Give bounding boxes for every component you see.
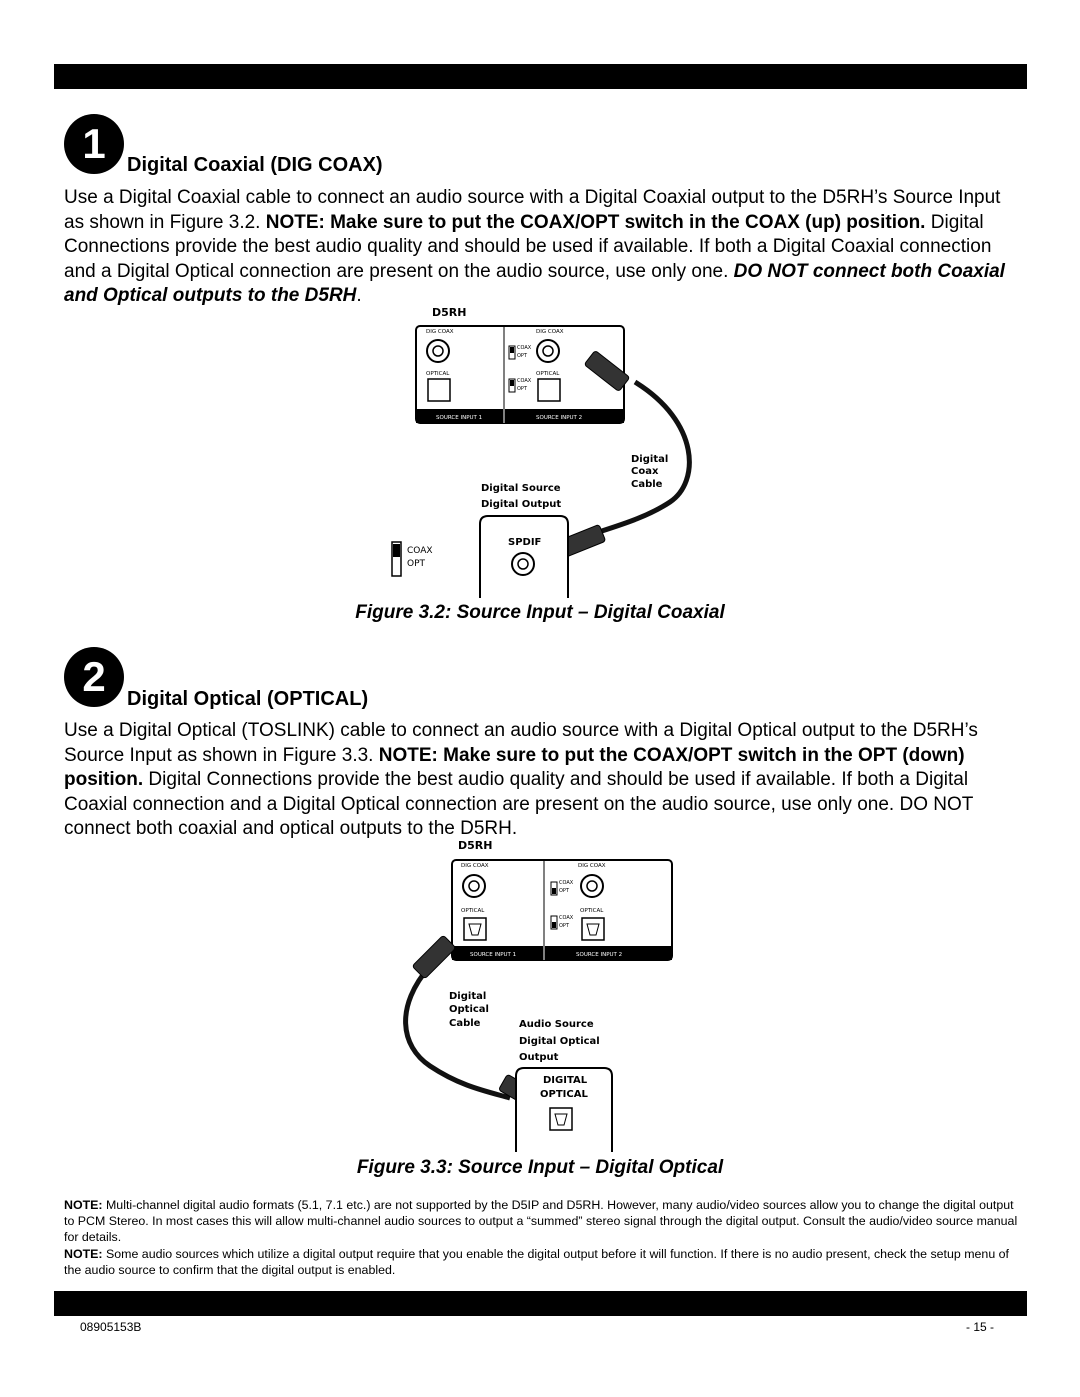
cable-label: Coax [631, 466, 659, 477]
source-label: Digital Optical [519, 1036, 600, 1047]
paragraph-note: NOTE: Make sure to put the COAX/OPT switch in the COAX (up) position. [265, 211, 926, 233]
switch-label: OPT [517, 386, 528, 392]
device-label: D5RH [432, 306, 467, 319]
figure-caption: Figure 3.3: Source Input – Digital Optical [356, 1157, 724, 1178]
device-label: D5RH [458, 839, 493, 852]
switch-label: OPT [559, 923, 570, 929]
note-label: NOTE: [64, 1246, 103, 1261]
port-label: DIGITAL [543, 1075, 588, 1086]
switch-knob [552, 922, 556, 928]
note-paragraph [64, 1197, 1024, 1246]
optical-port-icon [582, 918, 604, 940]
paragraph-note: NOTE: Make sure to put the COAX/OPT switch in the OPT (down) position. [64, 744, 965, 790]
optical-label: OPTICAL [461, 908, 485, 914]
legend-label: OPT [407, 559, 426, 569]
coax-jack-icon [433, 346, 443, 356]
source-label: Digital Output [481, 499, 562, 510]
cable-label: Digital [631, 454, 669, 465]
switch-knob [552, 888, 556, 894]
dig-coax-label: DIG COAX [536, 329, 564, 335]
optical-port-icon [428, 379, 450, 401]
footer-bar [54, 1291, 1027, 1316]
switch-knob [510, 347, 514, 353]
dig-coax-label: DIG COAX [461, 863, 489, 869]
optical-label: OPTICAL [536, 371, 560, 377]
paragraph-text: Use a Digital Optical (TOSLINK) cable to connect an audio source with a Digital Optical output to the D5RH’s Source Input as shown in Figure 3.3. [64, 720, 978, 766]
page-number: - 15 - [966, 1320, 995, 1334]
spdif-jack-icon [518, 559, 528, 569]
section-number-badge: 1 [64, 114, 124, 174]
paragraph-text: Digital Connections provide the best audio quality and should be used if available. If both a Digital Coaxial connection and a Digital Optical connection are present on the audio source, use only one. DO NOT connect both coaxial and optical outputs to the D5RH. [64, 769, 974, 839]
optical-port-icon [538, 379, 560, 401]
optical-port-icon [464, 918, 486, 940]
source-label: Digital Source [481, 483, 561, 494]
optical-label: OPTICAL [426, 371, 450, 377]
dig-coax-label: DIG COAX [426, 329, 454, 335]
figure-3-3-diagram [390, 836, 700, 1156]
legend-label: COAX [407, 546, 433, 556]
notes-block [64, 1197, 1024, 1278]
switch-label: COAX [517, 378, 532, 384]
source-input-label: SOURCE INPUT 1 [436, 415, 483, 421]
spdif-label: SPDIF [508, 537, 542, 548]
switch-label: COAX [559, 880, 574, 886]
source-label: Audio Source [519, 1019, 594, 1030]
section-number-badge: 2 [64, 647, 124, 707]
coax-jack-icon [543, 346, 553, 356]
switch-label: COAX [559, 915, 574, 921]
toslink-plug-icon [412, 935, 456, 979]
section-paragraph [64, 719, 1024, 842]
figure-3-2-diagram [380, 302, 720, 602]
note-label: NOTE: [64, 1198, 103, 1212]
source-input-label: SOURCE INPUT 1 [470, 952, 517, 958]
switch-label: OPT [559, 888, 570, 894]
source-input-label: SOURCE INPUT 2 [576, 952, 623, 958]
figure-caption: Figure 3.2: Source Input – Digital Coaxial [355, 602, 725, 623]
section-heading: Digital Coaxial (DIG COAX) [127, 154, 383, 176]
source-input-label: SOURCE INPUT 2 [536, 415, 583, 421]
header-bar [54, 64, 1027, 89]
document-number: 08905153B [80, 1320, 142, 1334]
paragraph-text: Digital Connections provide the best audio quality and should be used if available. If both a Digital Coaxial connection and a Digital Optical connection are present on the audio source, use only one. [64, 211, 992, 282]
cable-label: Cable [631, 479, 663, 490]
note-text: Multi-channel digital audio formats (5.1, 7.1 etc.) are not supported by the D5IP and D5RH. However, many audio/video sources allow you to change the digital output to PCM Stereo. In most cases this will allow multi-channel audio sources to output a “summed” stereo signal through the digital output. Consult the audio/video source manual for details. [64, 1198, 1018, 1245]
port-label: OPTICAL [540, 1089, 588, 1100]
cable-label: Cable [449, 1018, 481, 1029]
section-paragraph [64, 186, 1024, 309]
section-heading: Digital Optical (OPTICAL) [127, 688, 369, 710]
optical-cable [406, 966, 510, 1098]
source-label: Output [519, 1052, 559, 1063]
paragraph-warning: DO NOT connect both Coaxial and Optical outputs to the D5RH [64, 260, 1005, 306]
paragraph-text: Use a Digital Coaxial cable to connect an audio source with a Digital Coaxial output to the D5RH’s Source Input as shown in Figure 3.2. [64, 187, 1001, 233]
coax-jack-icon [587, 881, 597, 891]
note-paragraph [64, 1246, 1024, 1278]
optical-port-icon [550, 1108, 572, 1130]
switch-knob [393, 544, 400, 557]
d5rh-panel [452, 860, 672, 960]
coax-jack-icon [469, 881, 479, 891]
switch-knob [510, 380, 514, 386]
dig-coax-label: DIG COAX [578, 863, 606, 869]
switch-label: OPT [517, 353, 528, 359]
cable-label: Optical [449, 1004, 489, 1015]
paragraph-text: . [356, 285, 362, 306]
switch-label: COAX [517, 345, 532, 351]
cable-label: Digital [449, 991, 487, 1002]
optical-label: OPTICAL [580, 908, 604, 914]
note-text: Some audio sources which utilize a digital output require that you enable the digital output before it will function. If there is no audio present, check the setup menu of the audio source to confirm that the digital output is enabled. [64, 1246, 1009, 1277]
